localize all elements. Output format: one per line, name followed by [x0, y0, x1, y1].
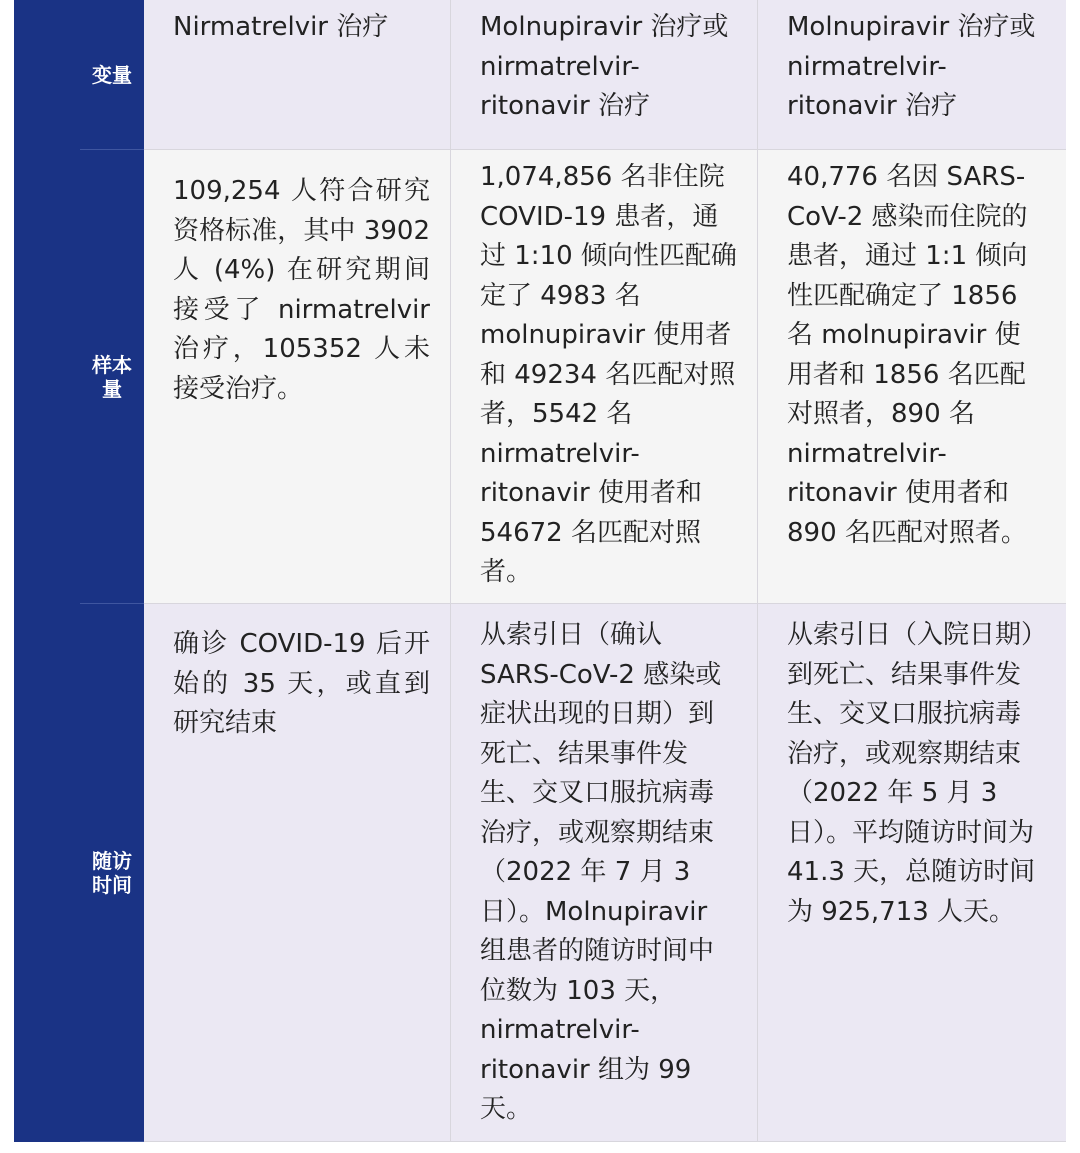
table-row-variable	[14, 0, 1066, 150]
table-cell: Molnupiravir 治疗或 nirmatrelvir-ritonavir 治疗	[451, 0, 758, 150]
row-label-cell	[80, 0, 144, 150]
table-cell: 109,254 人符合研究资格标准，其中 3902 人 (4%) 在研究期间接受了 nirmatrelvir 治疗，105352 人未接受治疗。	[144, 150, 451, 604]
row-label: 变量	[92, 62, 132, 87]
table-cell: 1,074,856 名非住院 COVID-19 患者，通过 1:10 倾向性匹配确定了 4983 名 molnupiravir 使用者和 49234 名匹配对照者，5542 名 nirmatrelvir-ritonavir 使用者和 54672 名匹配对照者。	[451, 150, 758, 604]
table-cell: Molnupiravir 治疗或 nirmatrelvir-ritonavir 治疗	[758, 0, 1066, 150]
row-label: 随访时间	[92, 848, 132, 897]
table-cell: 从索引日（确认 SARS-CoV-2 感染或症状出现的日期）到死亡、结果事件发生、交叉口服抗病毒治疗，或观察期结束（2022 年 7 月 3 日）。Molnupiravir 组患者的随访时间中位数为 103 天，nirmatrelvir-ritonavir 组为 99 天。	[451, 604, 758, 1142]
table-row-follow-up	[14, 604, 1066, 1142]
table-cell: Nirmatrelvir 治疗	[144, 0, 451, 150]
row-label-cell	[80, 150, 144, 604]
table-cell: 确诊 COVID-19 后开始的 35 天，或直到研究结束	[144, 604, 451, 1142]
table-row-sample-size	[14, 150, 1066, 604]
left-accent-bar	[14, 0, 80, 150]
left-accent-bar	[14, 604, 80, 1142]
row-label-cell	[80, 604, 144, 1142]
row-label: 样本量	[92, 352, 132, 401]
table-cell: 从索引日（入院日期）到死亡、结果事件发生、交叉口服抗病毒治疗，或观察期结束（2022 年 5 月 3 日）。平均随访时间为 41.3 天，总随访时间为 925,713 人天。	[758, 604, 1066, 1142]
table-cell: 40,776 名因 SARS-CoV-2 感染而住院的患者，通过 1:1 倾向性匹配确定了 1856 名 molnupiravir 使用者和 1856 名匹配对照者，890 名 nirmatrelvir-ritonavir 使用者和 890 名匹配对照者。	[758, 150, 1066, 604]
left-accent-bar	[14, 150, 80, 604]
comparison-table	[14, 0, 1066, 1142]
